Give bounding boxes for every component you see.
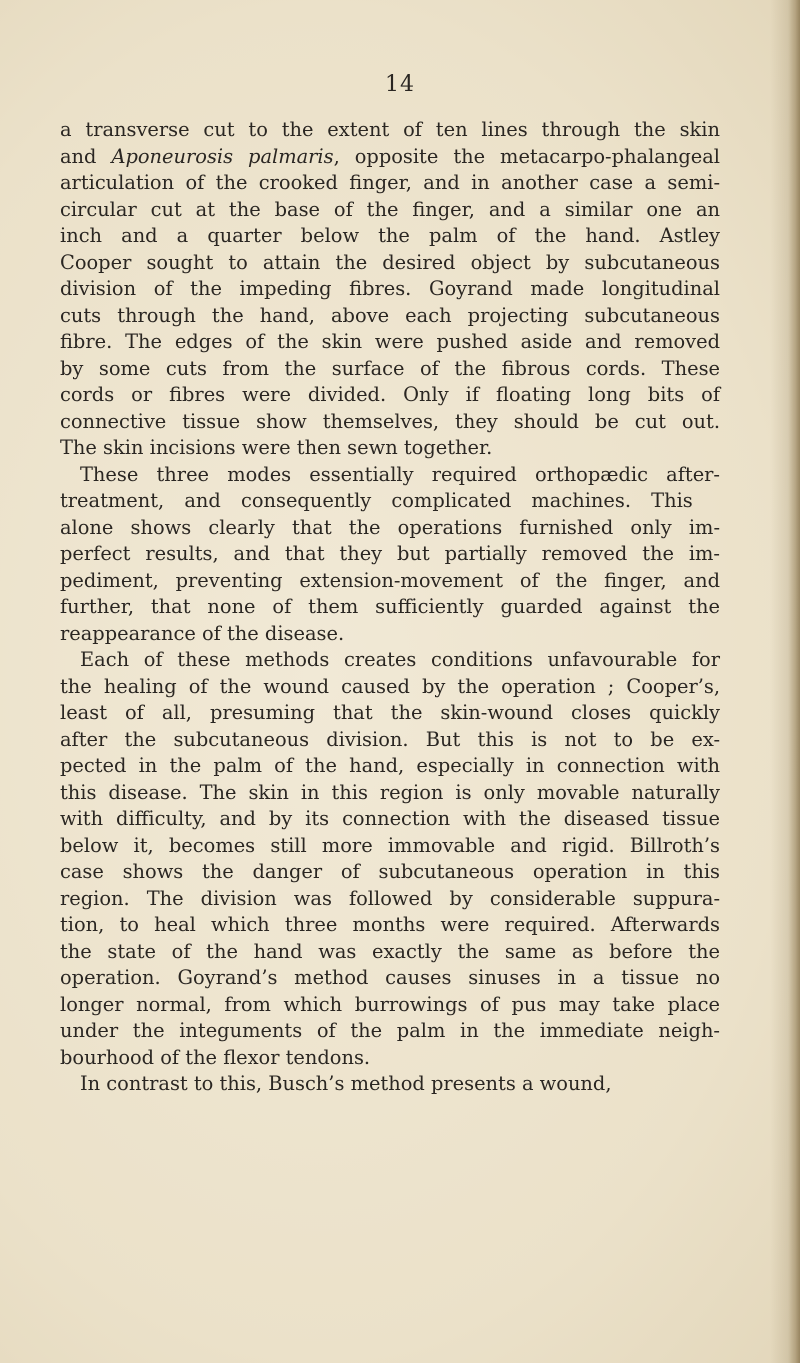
- text-line: [60, 223, 720, 250]
- text-segment: reappearance of the disease.: [60, 621, 345, 645]
- text-line: [60, 462, 720, 489]
- text-segment: The skin incisions were then sewn together.: [60, 436, 493, 459]
- text-segment: treatment, and consequently complicated machines. This: [60, 489, 693, 512]
- text-line: [60, 780, 720, 807]
- text-segment: with difficulty, and by its connection with the diseased tissue: [60, 807, 720, 830]
- text-line: [60, 833, 720, 860]
- text-segment: pected in the palm of the hand, especially in connection with: [60, 754, 720, 777]
- text-line: [60, 1071, 720, 1098]
- text-segment: cords or fibres were divided. Only if floating long bits of: [60, 383, 720, 406]
- text-segment: fibre. The edges of the skin were pushed aside and removed: [60, 330, 720, 353]
- text-line: [60, 806, 720, 833]
- text-line: [60, 435, 720, 462]
- text-line: [60, 594, 720, 621]
- text-line: [60, 700, 720, 727]
- text-line: [60, 939, 720, 966]
- text-line: [60, 515, 720, 542]
- text-line: [60, 886, 720, 913]
- text-segment: the state of the hand was exactly the same as before the: [60, 939, 720, 963]
- text-segment: least of all, presuming that the skin-wound closes quickly: [60, 701, 720, 724]
- text-line: [60, 409, 720, 436]
- text-segment: In contrast to this, Busch’s method presents a wound,: [80, 1072, 612, 1095]
- text-line: [60, 568, 720, 595]
- text-line: [60, 276, 720, 303]
- italic-term: Aponeurosis palmaris: [111, 144, 334, 168]
- body-text: [60, 117, 720, 1098]
- text-line: [60, 674, 720, 701]
- text-segment: pediment, preventing extension-movement of the finger, and: [60, 568, 720, 592]
- page-edge-shadow: [788, 0, 800, 1363]
- text-segment: longer normal, from which burrowings of pus may take place: [60, 992, 720, 1016]
- text-segment: under the integuments of the palm in the immediate neigh-: [60, 1019, 720, 1042]
- text-line: [60, 303, 720, 330]
- text-line: [60, 753, 720, 780]
- text-segment: and: [60, 144, 112, 168]
- text-segment: further, that none of them sufficiently guarded against the: [60, 595, 720, 618]
- text-segment: Each of these methods creates conditions unfavourable for: [80, 648, 720, 671]
- text-segment: the healing of the wound caused by the operation ; Cooper’s,: [60, 674, 720, 698]
- text-segment: connective tissue show themselves, they should be cut out.: [60, 409, 720, 433]
- text-line: [60, 992, 720, 1019]
- text-segment: , opposite the metacarpo-phalangeal: [333, 144, 720, 168]
- text-line: [60, 1018, 720, 1045]
- page-number: 14: [385, 72, 415, 97]
- text-segment: after the subcutaneous division. But this is not to be ex-: [60, 727, 720, 751]
- text-segment: a transverse cut to the extent of ten lines through the skin: [60, 118, 720, 141]
- text-line: [60, 965, 720, 992]
- text-line: [60, 382, 720, 409]
- text-line: [60, 727, 720, 754]
- text-segment: perfect results, and that they but partially removed the im-: [60, 542, 720, 565]
- text-line: [60, 197, 720, 224]
- text-segment: operation. Goyrand’s method causes sinuses in a tissue no: [60, 966, 720, 989]
- text-segment: inch and a quarter below the palm of the hand. Astley: [60, 224, 720, 247]
- text-line: [60, 1045, 720, 1072]
- text-segment: bourhood of the flexor tendons.: [60, 1045, 371, 1069]
- text-segment: case shows the danger of subcutaneous operation in this: [60, 860, 720, 883]
- text-line: [60, 144, 720, 171]
- text-segment: These three modes essentially required orthopædic after-: [80, 462, 720, 486]
- text-line: [60, 647, 720, 674]
- text-line: [60, 356, 720, 383]
- text-segment: this disease. The skin in this region is only movable naturally: [60, 780, 720, 804]
- text-line: [60, 859, 720, 886]
- text-segment: Cooper sought to attain the desired object by subcutaneous: [60, 250, 720, 274]
- text-segment: articulation of the crooked finger, and in another case a semi-: [60, 171, 720, 194]
- text-segment: alone shows clearly that the operations furnished only im-: [60, 515, 720, 539]
- text-segment: by some cuts from the surface of the fibrous cords. These: [60, 356, 720, 380]
- text-line: [60, 541, 720, 568]
- text-line: [60, 250, 720, 277]
- text-line: [60, 488, 720, 515]
- text-line: [60, 117, 720, 144]
- text-segment: cuts through the hand, above each projecting subcutaneous: [60, 303, 720, 327]
- text-segment: region. The division was followed by considerable suppura-: [60, 886, 720, 910]
- text-segment: division of the impeding fibres. Goyrand made longitudinal: [60, 277, 720, 300]
- text-segment: tion, to heal which three months were required. Afterwards: [60, 913, 720, 936]
- text-line: [60, 170, 720, 197]
- text-segment: below it, becomes still more immovable and rigid. Billroth’s: [60, 833, 720, 857]
- text-line: [60, 329, 720, 356]
- text-line: [60, 621, 720, 648]
- text-segment: circular cut at the base of the finger, and a similar one an: [60, 197, 720, 221]
- text-line: [60, 912, 720, 939]
